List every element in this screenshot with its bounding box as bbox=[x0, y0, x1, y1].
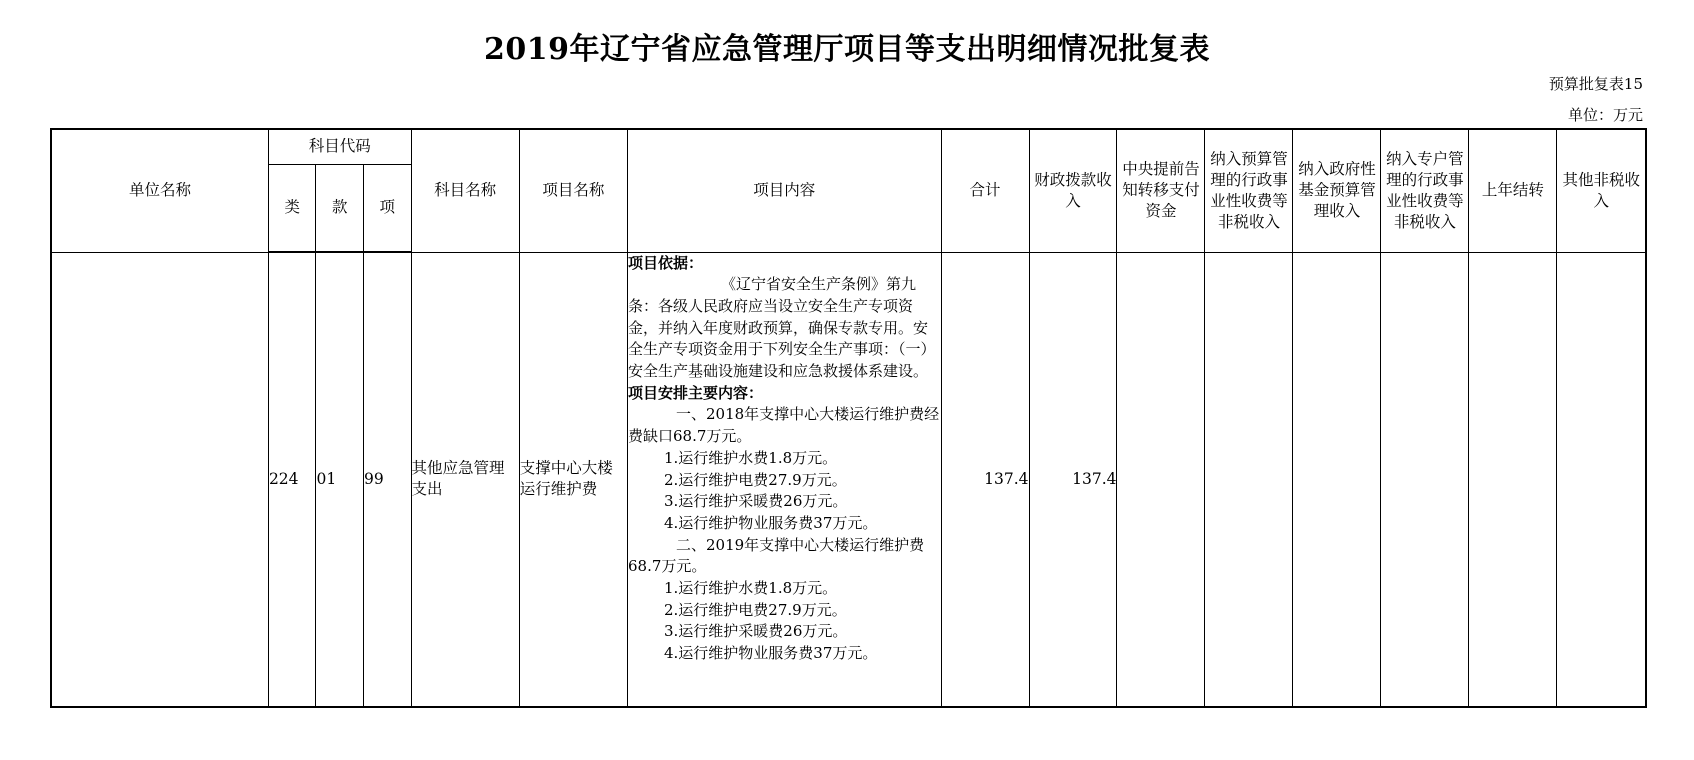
cell-fiscal: 137.4 bbox=[1029, 252, 1117, 707]
header-project-content: 项目内容 bbox=[627, 129, 941, 252]
cell-project-name: 支撑中心大楼运行维护费 bbox=[519, 252, 627, 707]
cell-unit-name bbox=[51, 252, 268, 707]
page-title: 2019年辽宁省应急管理厅项目等支出明细情况批复表 bbox=[484, 32, 1210, 67]
header-total: 合计 bbox=[941, 129, 1029, 252]
basis-label: 项目依据： bbox=[627, 253, 703, 272]
header-gov-fund: 纳入政府性基金预算管理收入 bbox=[1293, 129, 1381, 252]
cell-gov-fund bbox=[1293, 252, 1381, 707]
header-special-account: 纳入专户管理的行政事业性收费等非税收入 bbox=[1381, 129, 1469, 252]
expenditure-table bbox=[50, 128, 1647, 708]
cell-subject-name: 其他应急管理支出 bbox=[411, 252, 519, 707]
cell-project-content bbox=[627, 252, 941, 707]
header-xiang: 项 bbox=[364, 164, 412, 252]
header-central: 中央提前告知转移支付资金 bbox=[1117, 129, 1205, 252]
section-2-item: 3.运行维护采暖费26万元。 bbox=[663, 622, 848, 641]
cell-other bbox=[1557, 252, 1646, 707]
section-1-item: 1.运行维护水费1.8万元。 bbox=[663, 448, 838, 467]
cell-xiang: 99 bbox=[364, 252, 412, 707]
cell-kuan: 01 bbox=[316, 252, 364, 707]
cell-special-account bbox=[1381, 252, 1469, 707]
header-project-name: 项目名称 bbox=[519, 129, 627, 252]
header-kuan: 款 bbox=[316, 164, 364, 252]
header-other: 其他非税收入 bbox=[1557, 129, 1646, 252]
table-row bbox=[51, 252, 1646, 707]
header-subject-name: 科目名称 bbox=[411, 129, 519, 252]
section-1-item: 4.运行维护物业服务费37万元。 bbox=[663, 513, 878, 532]
section-2-item: 4.运行维护物业服务费37万元。 bbox=[663, 644, 878, 663]
unit-label: 单位：万元 bbox=[1567, 106, 1643, 124]
section-2: 二、2019年支撑中心大楼运行维护费68.7万元。 bbox=[627, 535, 925, 576]
section-2-item: 1.运行维护水费1.8万元。 bbox=[663, 579, 838, 598]
header-fiscal: 财政拨款收入 bbox=[1029, 129, 1117, 252]
header-budget-mgmt: 纳入预算管理的行政事业性收费等非税收入 bbox=[1205, 129, 1293, 252]
header-lei: 类 bbox=[268, 164, 316, 252]
cell-lei: 224 bbox=[268, 252, 316, 707]
section-1-item: 3.运行维护采暖费26万元。 bbox=[663, 492, 848, 511]
section-2-item: 2.运行维护电费27.9万元。 bbox=[663, 600, 847, 619]
main-content-label: 项目安排主要内容： bbox=[627, 383, 763, 402]
header-carryover: 上年结转 bbox=[1469, 129, 1557, 252]
cell-central bbox=[1117, 252, 1205, 707]
form-number: 预算批复表15 bbox=[1548, 75, 1643, 93]
cell-total: 137.4 bbox=[941, 252, 1029, 707]
section-1-item: 2.运行维护电费27.9万元。 bbox=[663, 470, 847, 489]
cell-carryover bbox=[1469, 252, 1557, 707]
basis-text: 《辽宁省安全生产条例》第九条：各级人民政府应当设立安全生产专项资金，并纳入年度财政预算，确保专款专用。安全生产专项资金用于下列安全生产事项：（一）安全生产基础设施建设和应急救援体系建设。 bbox=[627, 275, 936, 381]
section-1: 一、2018年支撑中心大楼运行维护费经费缺口68.7万元。 bbox=[627, 405, 940, 446]
cell-budget-mgmt bbox=[1205, 252, 1293, 707]
header-subject-code: 科目代码 bbox=[268, 129, 411, 164]
header-unit-name: 单位名称 bbox=[51, 129, 268, 252]
